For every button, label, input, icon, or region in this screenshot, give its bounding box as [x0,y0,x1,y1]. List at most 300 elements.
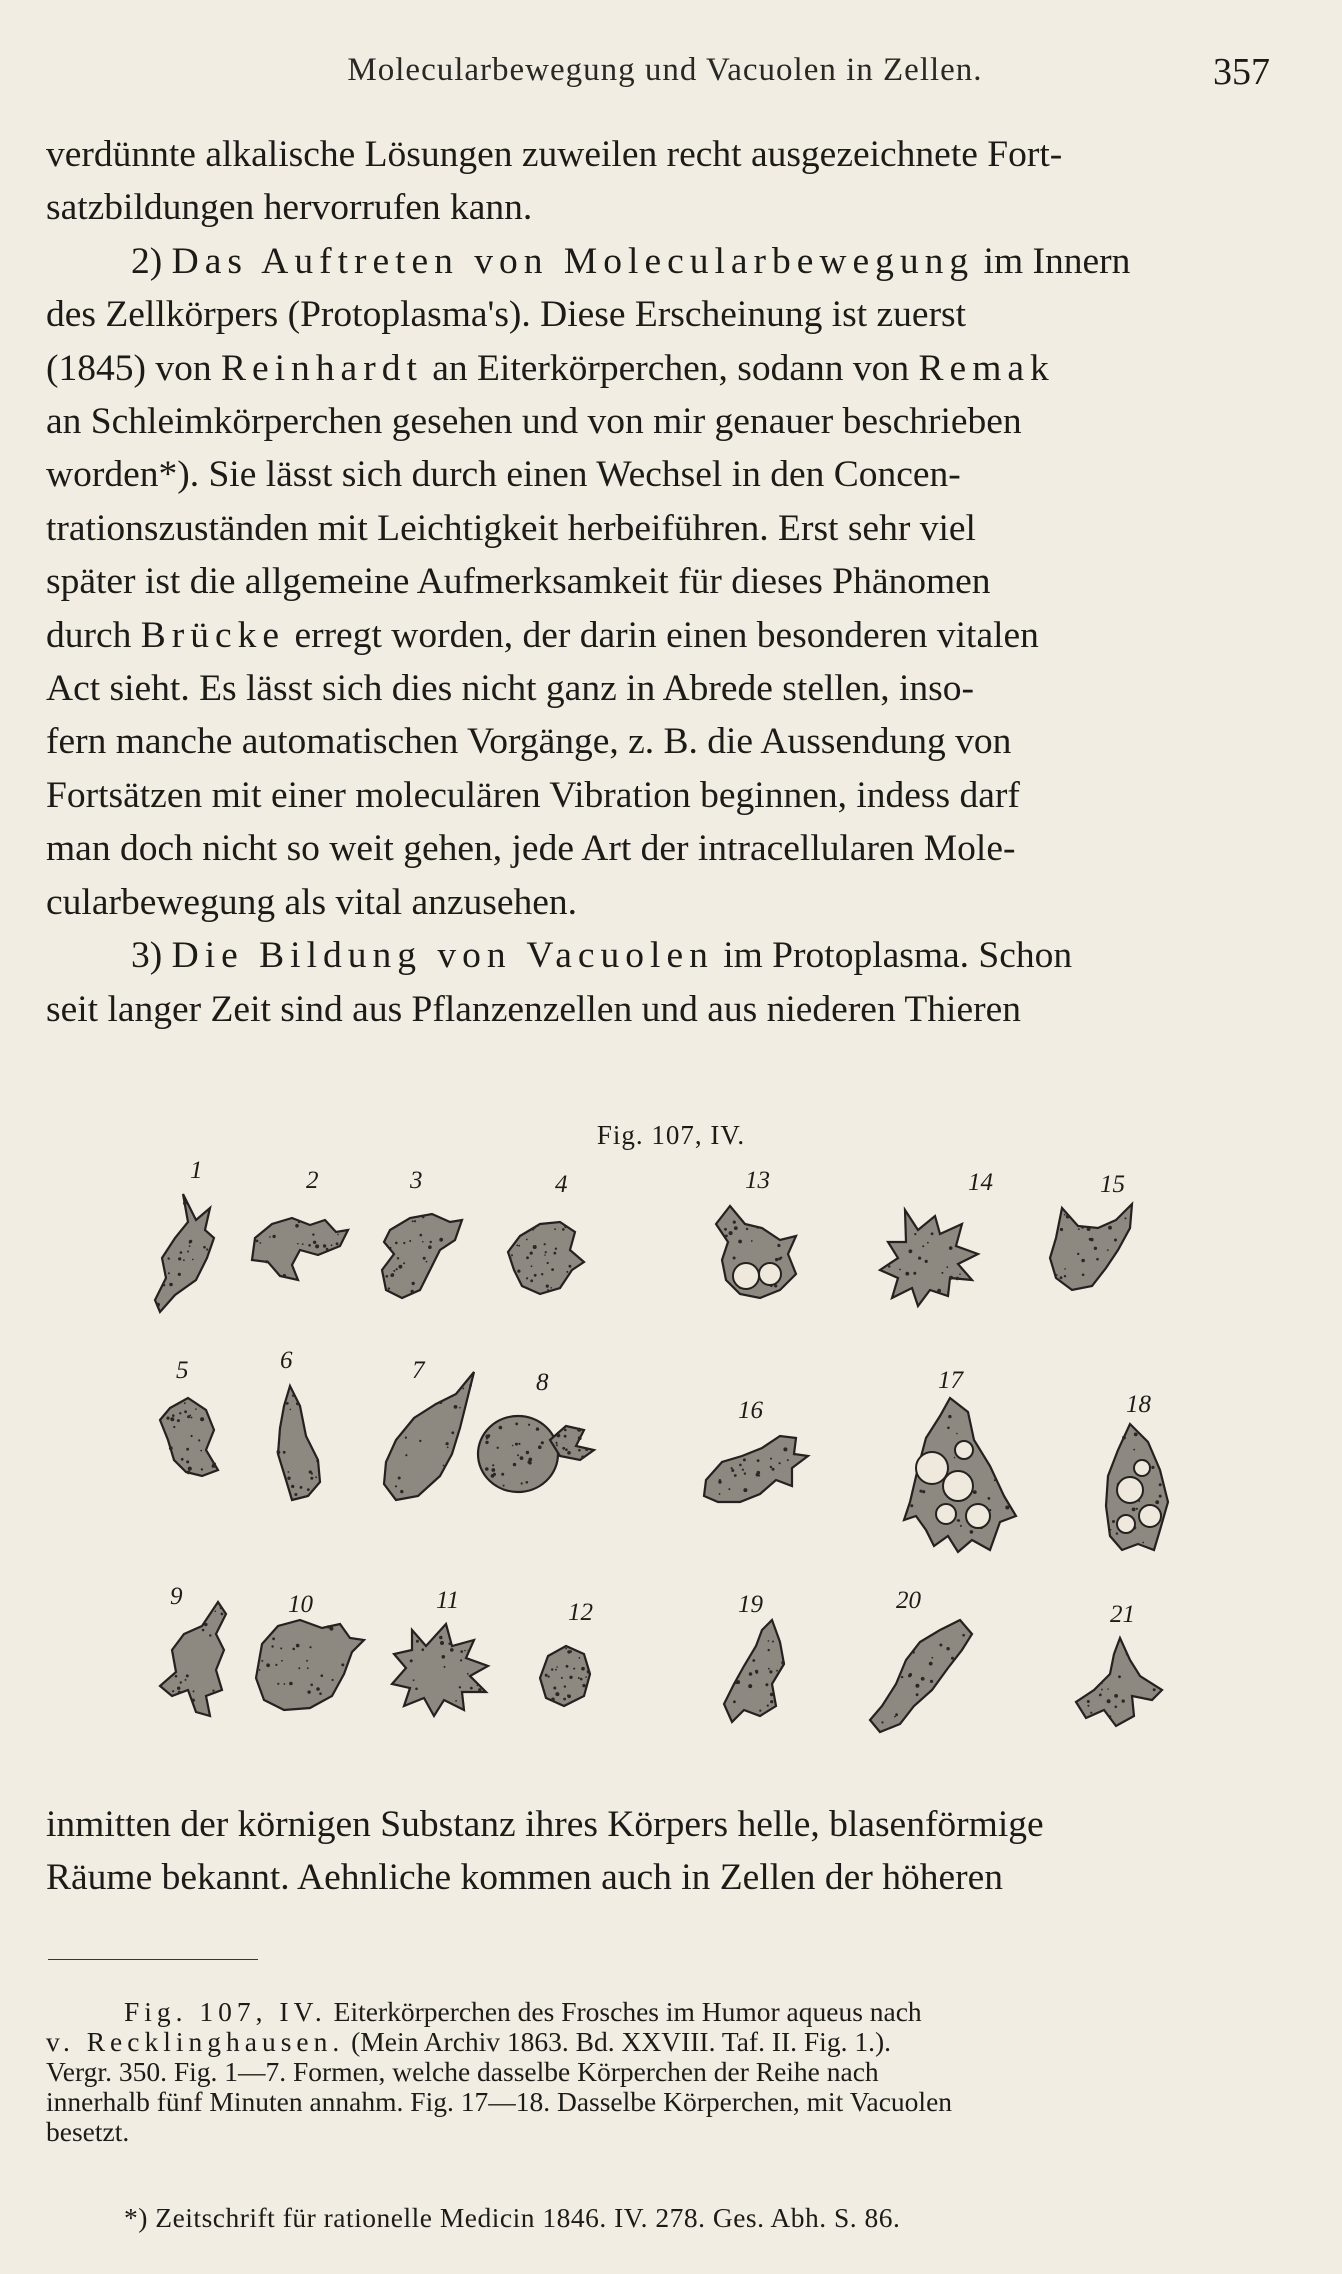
text-line: cularbewegung als vital anzusehen. [46,881,578,923]
granule-dot [949,1276,953,1280]
granule-dot [544,1243,546,1245]
footnote-line: Vergr. 350. Fig. 1—7. Formen, welche dasselbe Körperchen der Reihe nach [46,2056,879,2087]
figure-label: 10 [288,1591,313,1618]
granule-dot [191,1699,195,1703]
granule-dot [400,1490,403,1493]
granule-dot [1087,1227,1091,1231]
granule-dot [292,1648,295,1651]
granule-dot [551,1287,553,1289]
granule-dot [555,1669,557,1671]
granule-dot [319,1692,322,1695]
granule-dot [547,1262,549,1264]
granule-dot [202,1629,205,1632]
text-line: 3) Die Bildung von Vacuolen im Protoplasma. Schon [131,935,1073,977]
cell-figure-4 [508,1171,584,1294]
granule-dot [1064,1275,1066,1277]
granule-dot [526,1277,528,1279]
granule-dot [922,1490,925,1493]
granule-dot [307,1488,310,1491]
granule-dot [554,1228,556,1230]
granule-dot [518,1443,520,1445]
cell-figure-9 [160,1583,226,1716]
granule-dot [298,1667,300,1669]
granule-dot [486,1435,490,1439]
granule-dot [553,1252,556,1255]
granule-dot [530,1252,533,1255]
granule-dot [300,1486,303,1489]
granule-dot [931,1657,933,1659]
granule-dot [184,1410,187,1413]
granule-dot [526,1481,529,1484]
granule-dot [751,1240,753,1242]
figure-label: 16 [738,1397,763,1424]
granule-dot [1116,1532,1118,1534]
granule-dot [561,1677,563,1679]
granule-dot [1134,1433,1138,1437]
granule-dot [881,1721,883,1723]
cell-figure-6 [277,1347,321,1500]
granule-dot [396,1268,398,1270]
granule-dot [765,1683,768,1686]
granule-dot [777,1244,780,1247]
granule-dot [179,1412,181,1414]
granule-dot [733,1221,736,1224]
granule-dot [793,1453,796,1456]
granule-dot [272,1637,275,1640]
granule-dot [564,1226,567,1229]
granule-dot [899,1269,901,1271]
granule-dot [451,1431,454,1434]
granule-dot [296,1402,299,1405]
granule-dot [734,1226,738,1230]
granule-dot [485,1467,489,1471]
granule-dot [515,1443,518,1446]
granule-dot [316,1460,318,1462]
granule-dot [556,1666,558,1668]
granule-dot [1060,1276,1063,1279]
granule-dot [1112,1520,1115,1523]
granule-dot [946,1266,948,1268]
figure-label: 17 [938,1367,963,1394]
granule-dot [577,1428,581,1432]
granule-dot [729,1231,733,1235]
granule-dot [423,1257,426,1260]
granule-dot [1056,1274,1058,1276]
granule-dot [973,1490,977,1494]
granule-dot [1118,1675,1121,1678]
granule-dot [925,1260,928,1263]
cell-figure-18 [1106,1391,1168,1550]
granule-dot [448,1642,451,1645]
footnote-divider [48,1959,258,1960]
cell-figure-7 [384,1357,474,1500]
cell-figure-19 [724,1591,785,1722]
figure-label: 21 [1110,1601,1135,1628]
granule-dot [310,1477,313,1480]
granule-dot [564,1435,567,1438]
granule-dot [555,1442,557,1444]
granule-dot [493,1473,496,1476]
granule-dot [403,1262,405,1264]
granule-dot [393,1270,395,1272]
granule-dot [416,1640,419,1643]
granule-dot [724,1228,727,1231]
granule-dot [412,1220,414,1222]
granule-dot [470,1687,473,1690]
cell-figure-21 [1076,1601,1162,1726]
granule-dot [430,1241,432,1243]
granule-dot [768,1668,770,1670]
text-line: des Zellkörpers (Protoplasma's). Diese Erscheinung ist zuerst [46,294,967,336]
granule-dot [752,1659,755,1662]
granule-dot [1078,1228,1080,1230]
granule-dot [1122,1436,1126,1440]
granule-dot [541,1273,543,1275]
granule-dot [912,1651,915,1654]
granule-dot [442,1655,446,1659]
granule-dot [1122,1699,1125,1702]
granule-dot [1108,1715,1111,1718]
granule-dot [941,1272,943,1274]
granule-dot [187,1415,190,1418]
granule-dot [411,1290,414,1293]
granule-dot [755,1670,758,1673]
granule-dot [927,1242,929,1244]
granule-dot [169,1446,173,1450]
figure-label: 6 [280,1347,293,1374]
granule-dot [478,1688,481,1691]
granule-dot [564,1685,566,1687]
footnote-line: v. Recklinghausen. (Mein Archiv 1863. Bd. XXVIII. Taf. II. Fig. 1.). [46,2026,891,2057]
granule-dot [1101,1689,1103,1691]
granule-dot [390,1273,394,1277]
granule-dot [169,1283,173,1287]
granule-dot [954,1457,956,1459]
author-name: Remak [918,347,1055,389]
text-line: Act sieht. Es lässt sich dies nicht ganz in Abrede stellen, inso- [46,668,974,710]
granule-dot [733,1257,736,1260]
granule-dot [403,1242,405,1244]
granule-dot [193,1690,195,1692]
granule-dot [341,1663,344,1666]
granule-dot [1108,1226,1112,1230]
figure-label: 12 [568,1599,593,1626]
figure-label: 7 [412,1357,425,1384]
granule-dot [749,1672,753,1676]
granule-dot [565,1648,567,1650]
text-line: 2) Das Auftreten von Molecularbewegung im Innern [131,240,1131,282]
granule-dot [405,1454,407,1456]
granule-dot [464,1650,466,1652]
granule-dot [491,1468,495,1472]
granule-dot [743,1458,746,1461]
granule-dot [929,1662,933,1666]
figure-label: 13 [745,1167,770,1194]
granule-dot [261,1660,263,1662]
granule-dot [930,1680,933,1683]
granule-dot [181,1458,184,1461]
spaced-heading: Die Bildung von Vacuolen [171,935,714,977]
granule-dot [337,1234,339,1236]
granule-dot [743,1488,747,1492]
cell-figure-8 [478,1369,594,1492]
granule-dot [1082,1274,1085,1277]
granule-dot [551,1668,553,1670]
granule-dot [180,1251,183,1254]
granule-dot [567,1451,571,1455]
granule-dot [419,1440,421,1442]
granule-dot [288,1471,290,1473]
granule-dot [1159,1495,1162,1498]
figure-label: 9 [170,1583,183,1610]
granule-dot [269,1236,271,1238]
granule-dot [530,1279,533,1282]
granule-dot [410,1659,413,1662]
granule-dot [189,1241,191,1243]
granule-dot [168,1257,170,1259]
granule-dot [894,1716,896,1718]
granule-dot [1005,1506,1009,1510]
cell-figure-3 [382,1167,462,1298]
granule-dot [564,1429,567,1432]
granule-dot [166,1417,169,1420]
granule-dot [446,1442,449,1445]
granule-dot [191,1435,193,1437]
granule-dot [306,1660,308,1662]
granule-dot [192,1259,194,1261]
granule-dot [307,1667,309,1669]
granule-dot [477,1685,479,1687]
granule-dot [200,1417,204,1421]
granule-dot [775,1258,778,1261]
granule-dot [582,1684,585,1687]
granule-dot [178,1273,181,1276]
granule-dot [581,1456,584,1459]
granule-dot [1107,1699,1111,1703]
granule-dot [956,1433,958,1435]
granule-dot [468,1650,470,1652]
granule-dot [1087,1700,1090,1703]
granule-dot [170,1417,174,1421]
granule-dot [959,1273,961,1275]
granule-dot [190,1417,192,1419]
granule-dot [467,1673,469,1675]
granule-dot [420,1234,423,1237]
granule-dot [958,1519,961,1522]
granule-dot [286,1402,289,1405]
text-line: trationszuständen mit Leichtigkeit herbeiführen. Erst sehr viel [46,507,976,549]
granule-dot [769,1670,772,1673]
granule-dot [1115,1706,1118,1709]
text-line: man doch nicht so weit gehen, jede Art der intracellularen Mole- [46,828,1016,870]
cell-figure-11 [392,1587,488,1716]
granule-dot [439,1636,442,1639]
granule-dot [215,1611,217,1613]
granule-dot [336,1242,339,1245]
granule-dot [888,1265,890,1267]
granule-dot [315,1244,319,1248]
granule-dot [960,1525,962,1527]
granule-dot [783,1447,787,1451]
granule-dot [156,1303,160,1307]
granule-dot [770,1458,772,1460]
granule-dot [768,1640,770,1642]
granule-dot [316,1687,320,1691]
text-line: Räume bekannt. Aehnliche kommen auch in Zellen der höheren [46,1857,1003,1899]
granule-dot [186,1448,189,1451]
granule-dot [521,1482,523,1484]
granule-dot [281,1660,283,1662]
figure-illustration [0,1150,1342,1780]
cell-figure-12 [540,1599,593,1706]
text-line: satzbildungen hervorrufen kann. [46,187,533,229]
granule-dot [772,1468,775,1471]
granule-dot [906,1509,908,1511]
granule-dot [186,1460,189,1463]
granule-dot [909,1673,912,1676]
granule-dot [770,1700,773,1703]
granule-dot [768,1649,770,1651]
granule-dot [1136,1508,1138,1510]
granule-dot [173,1426,175,1428]
granule-dot [1107,1688,1109,1690]
granule-dot [734,1474,737,1477]
granule-dot [1101,1682,1103,1684]
granule-dot [1096,1258,1099,1261]
text-line: worden*). Sie lässt sich durch einen Wechsel in den Concen- [46,454,961,496]
granule-dot [172,1414,175,1417]
granule-dot [386,1275,389,1278]
granule-dot [1094,1247,1097,1250]
granule-dot [742,1469,744,1471]
granule-dot [459,1686,461,1688]
granule-dot [259,1242,261,1244]
granule-dot [307,1690,310,1693]
granule-dot [939,1644,942,1647]
text-line: Fortsätzen mit einer moleculären Vibration beginnen, indess darf [46,774,1020,816]
granule-dot [1110,1529,1112,1531]
granule-dot [585,1676,587,1678]
granule-dot [579,1657,581,1659]
granule-dot [913,1272,916,1275]
granule-dot [198,1439,200,1441]
granule-dot [1153,1688,1156,1691]
granule-dot [1132,1508,1136,1512]
granule-dot [562,1228,565,1231]
cell-figure-2 [252,1167,348,1280]
granule-dot [946,1647,949,1650]
granule-dot [545,1251,547,1253]
footnote-line: Fig. 107, IV. Eiterkörperchen des Frosches im Humor aqueus nach [124,1996,922,2027]
cell-figure-16 [704,1397,808,1502]
granule-dot [551,1698,555,1702]
granule-dot [551,1268,554,1271]
granule-dot [313,1241,316,1244]
granule-dot [398,1477,401,1480]
author-name: v. Recklinghausen. [46,2026,345,2057]
text-line: an Schleimkörperchen gesehen und von mir genauer beschrieben [46,401,1022,443]
granule-dot [388,1287,390,1289]
granule-dot [414,1220,416,1222]
granule-dot [455,1700,457,1702]
granule-dot [189,1245,191,1247]
granule-dot [200,1450,202,1452]
granule-dot [1107,1249,1109,1251]
granule-dot [283,1451,286,1454]
granule-dot [214,1606,216,1608]
granule-dot [556,1444,558,1446]
granule-dot [772,1641,774,1643]
granule-dot [731,1469,734,1472]
granule-dot [1114,1694,1118,1698]
cell-figure-10 [256,1591,364,1710]
granule-dot [569,1676,572,1679]
granule-dot [180,1681,182,1683]
granule-dot [280,1647,282,1649]
granule-dot [909,1249,913,1253]
cell-figure-13 [716,1167,796,1298]
granule-dot [895,1713,898,1716]
granule-dot [787,1459,789,1461]
granule-dot [284,1683,286,1685]
granule-dot [422,1648,425,1651]
granule-dot [1099,1694,1102,1697]
granule-dot [183,1259,185,1261]
text-line: verdünnte alkalische Lösungen zuweilen recht ausgezeichnete Fort- [46,134,1063,175]
granule-dot [204,1623,207,1626]
cell-figure-5 [160,1357,218,1476]
granule-dot [534,1274,537,1277]
granule-dot [469,1384,472,1387]
granule-dot [548,1676,550,1678]
granule-dot [212,1690,214,1692]
granule-dot [931,1232,934,1235]
granule-dot [183,1201,187,1205]
spaced-heading: Das Auftreten von Molecularbewegung [171,240,975,282]
granule-dot [536,1427,539,1430]
granule-dot [739,1464,742,1467]
text-line: (1845) von Reinhardt an Eiterkörperchen, sodann von Remak [46,347,1055,389]
granule-dot [439,1238,443,1242]
granule-dot [298,1220,300,1222]
granule-dot [499,1426,503,1430]
granule-dot [265,1260,268,1263]
granule-dot [321,1674,324,1677]
granule-dot [526,1451,529,1454]
granule-dot [517,1270,520,1273]
granule-dot [544,1254,546,1256]
granule-dot [485,1441,488,1444]
figure-caption: Fig. 107, IV. [596,1120,746,1150]
granule-dot [528,1424,530,1426]
granule-dot [168,1272,170,1274]
granule-dot [580,1678,583,1681]
granule-dot [956,1277,960,1281]
footnote-line: innerhalb fünf Minuten annahm. Fig. 17—18. Dasselbe Körperchen, mit Vacuolen [46,2086,953,2117]
granule-dot [186,1674,189,1677]
granule-dot [578,1677,580,1679]
granule-dot [439,1401,442,1404]
granule-dot [562,1447,565,1450]
granule-dot [916,1693,919,1696]
granule-dot [291,1485,294,1488]
granule-dot [533,1245,537,1249]
granule-dot [988,1497,991,1500]
granule-dot [565,1448,568,1451]
granule-dot [297,1243,299,1245]
granule-dot [1066,1215,1070,1219]
granule-dot [526,1239,528,1241]
